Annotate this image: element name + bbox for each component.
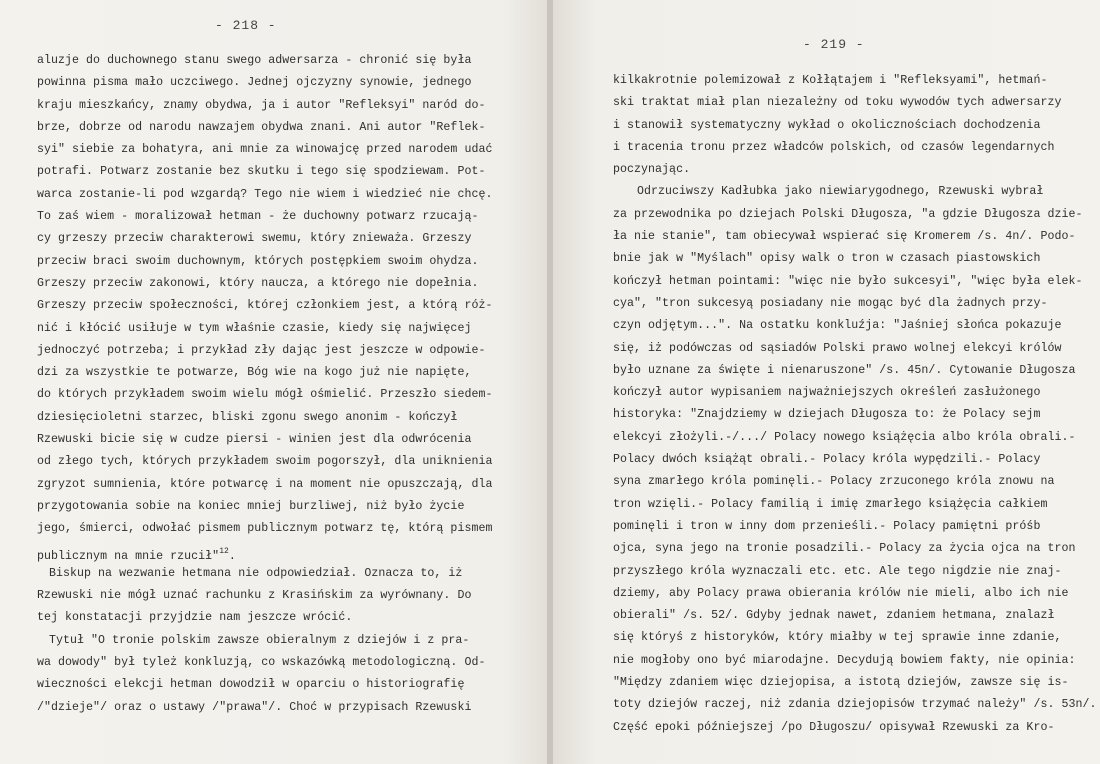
text-line (613, 70, 1073, 92)
text-line (37, 697, 477, 719)
text-line (613, 204, 1083, 226)
footnote-marker: 12 (219, 546, 229, 556)
text-line (37, 630, 477, 652)
text-line (37, 451, 493, 473)
page-number: - 219 - (803, 37, 865, 52)
line-text: potrafi. Potwarz zostanie bez skutku i tego się spodziewam. Pot- (37, 165, 486, 179)
text-line (613, 449, 1073, 471)
line-text: ski traktat miał plan niezależny od toku wywodów tych adwersarzy (613, 96, 1062, 110)
line-text: jednoczyć potrzeba; i przykład zły dając jest jeszcze w odpowie- (37, 343, 486, 357)
text-line (37, 340, 486, 362)
text-line (37, 496, 477, 518)
text-line (613, 226, 1076, 248)
page-right (553, 0, 1100, 764)
line-text: Biskup na wezwanie hetmana nie odpowiedział. Oznacza to, iż (49, 566, 463, 580)
line-text: pominęli i tron w inny dom przenieśli.- Polacy pamiętni próśb (613, 519, 1041, 533)
line-text: przygotowania sobie na koniec mniej burzliwej, niż było życie (37, 499, 465, 513)
text-line (37, 95, 486, 117)
line-text: nić i kłócić usiłuje w tym właśnie czasie, kiedy się najwięcej (37, 321, 472, 335)
line-text: wa dowody" był tyleż konkluzją, co wskazówką metodologiczną. Od- (37, 656, 486, 670)
line-text: toty dziejów raczej, niż zdania dziejopisów trzymać należy" /s. 53n/. (613, 698, 1097, 712)
line-text: się któryś z historyków, który miałby w tej sprawie inne zdanie, (613, 631, 1062, 645)
line-text: historyka: "Znajdziemy w dziejach Długosza to: że Polacy sejm (613, 408, 1041, 422)
line-text: warca zostanie-li pod wzgardą? Tego nie wiem i wiedzieć nie chcę. (37, 187, 493, 201)
line-text: Grzeszy przeciw społeczności, której członkiem jest, a którą róż- (37, 299, 493, 313)
line-text: zgryzot sumnienia, które potwarcę i na moment nie opuszczają, dla (37, 477, 493, 491)
line-text: przeciw braci swoim duchownym, których postępkiem swoim ohydza. (37, 254, 479, 268)
line-text: powinna pisma mało uczciwego. Jednej ojczyzny synowie, jednego (37, 76, 472, 90)
line-text: i tracenia tronu przez władców polskich, od czasów legendarnych (613, 140, 1055, 154)
text-line (37, 652, 486, 674)
text-line (613, 181, 1073, 203)
text-line (613, 92, 1073, 114)
text-line (37, 362, 477, 384)
line-text: Rzewuski bicie się w cudze piersi - winien jest dla odwrócenia (37, 433, 472, 447)
line-text: wieczności elekcji hetman dowodził w oparciu o historiografię (37, 678, 465, 692)
line-text: kończył autor wypisaniem najważniejszych określeń zasłużonego (613, 386, 1041, 400)
line-text: publicznym na mnie rzucił" (37, 549, 220, 563)
line-text: ojca, syna jego na tronie posadzili.- Polacy za życia ojca na tron (613, 542, 1076, 556)
text-line (613, 360, 1076, 382)
text-line (37, 585, 477, 607)
line-text: i stanowił systematyczny wykład o okolicznościach dochodzenia (613, 118, 1041, 132)
text-line (613, 583, 1073, 605)
line-text: było uznane za święte i nienaruszone" /s. 45n/. Cytowanie Długosza (613, 363, 1076, 377)
text-line (37, 228, 477, 250)
text-line (37, 474, 493, 496)
line-text: dzi za wszystkie te potwarze, Bóg wie na kogo już nie napięte, (37, 366, 472, 380)
text-line (613, 672, 1073, 694)
line-text: się, iż podówczas od sąsiadów Polski prawo wolnej elekcyi królów (613, 341, 1062, 355)
text-line (37, 674, 477, 696)
line-text: dziemy, aby Polacy prawa obierania królów nie mieli, albo ich nie (613, 586, 1069, 600)
line-text: ła nie stanie", tam obiecywał wspierać się Kromerem /s. 4n/. Podo- (613, 230, 1076, 244)
text-line (613, 561, 1073, 583)
line-text: jego, śmierci, odwołać pismem publicznym potwarz tę, którą pismem (37, 522, 493, 536)
text-line (37, 429, 477, 451)
line-text: tron wzięli.- Polacy familią i imię zmarłego książęcia całkiem (613, 497, 1048, 511)
text-line (613, 315, 1073, 337)
text-line (613, 293, 1073, 315)
page-left (0, 0, 547, 764)
text-line (613, 404, 1073, 426)
page-text (613, 70, 1097, 739)
line-text: przyszłego króla wyznaczali etc. etc. Ale tego nigdzie nie znaj- (613, 564, 1062, 578)
line-text: poczynając. (613, 163, 691, 177)
text-line (613, 494, 1073, 516)
text-line (37, 161, 486, 183)
line-text: /"dzieje"/ oraz o ustawy /"prawa"/. Choć w przypisach Rzewuski (37, 700, 472, 714)
text-line (613, 605, 1073, 627)
line-text: tej konstatacji przyjdzie nam jeszcze wrócić. (37, 611, 353, 625)
text-line (613, 516, 1073, 538)
text-line (37, 206, 477, 228)
text-line (613, 650, 1076, 672)
page-number: - 218 - (215, 18, 277, 33)
line-text: To zaś wiem - moralizował hetman - że duchowny potwarz rzucają- (37, 210, 479, 224)
line-text: aluzje do duchownego stanu swego adwersarza - chronić się była (37, 54, 472, 67)
line-text: nie mogłoby ono być miarodajne. Decydują bowiem fakty, nie opinia: (613, 653, 1076, 667)
text-line (37, 318, 477, 340)
text-line (37, 273, 477, 295)
text-line (613, 627, 1073, 649)
text-line (37, 563, 477, 585)
line-text: dziesięcioletni starzec, bliski zgonu swego anonim - kończył (37, 410, 458, 424)
line-text: brze, dobrze od narodu nawzajem obydwa znani. Ani autor "Reflek- (37, 120, 486, 134)
text-line (613, 471, 1073, 493)
line-text: elekcyi złożyli.-/.../ Polacy nowego książęcia albo króla obrali.- (613, 430, 1076, 444)
text-line (37, 407, 477, 429)
line-text: obierali" /s. 52/. Gdyby jednak nawet, zdaniem hetmana, znalazł (613, 609, 1055, 623)
text-line (613, 159, 1073, 181)
text-line (613, 694, 1097, 716)
line-text: Grzeszy przeciw zakonowi, który naucza, a którego nie dopełnia. (37, 276, 479, 290)
text-line (613, 248, 1073, 270)
line-text: czyn odjętym...". Na ostatku konkluźja: "Jaśniej słońca pokazuje (613, 319, 1062, 333)
text-line (37, 518, 493, 540)
text-line (613, 271, 1083, 293)
text-line (613, 115, 1073, 137)
page-text (37, 50, 493, 719)
text-line (613, 538, 1076, 560)
line-text: syi" siebie za bohatyra, ani mnie za winowajcę przed narodem udać (37, 143, 493, 157)
line-text: cy grzeszy przeciw charakterowi swemu, który znieważa. Grzeszy (37, 232, 472, 246)
text-line (613, 137, 1073, 159)
line-text: za przewodnika po dziejach Polski Długosza, "a gdzie Długosza dzie- (613, 207, 1083, 221)
line-text: cya", "tron sukcesyą posiadany nie mogąc być dla żadnych przy- (613, 296, 1048, 310)
text-line (37, 50, 477, 72)
text-line (37, 184, 493, 206)
text-line (37, 251, 477, 273)
text-line (37, 139, 493, 161)
text-line (37, 607, 477, 629)
line-text: kraju mieszkańcy, znamy obydwa, ja i autor "Refleksyi" naród do- (37, 98, 486, 112)
line-text: "Między zdaniem więc dziejopisa, a istotą dziejów, zawsze się is- (613, 676, 1069, 690)
text-line (613, 717, 1073, 739)
text-line (37, 541, 477, 563)
text-line (37, 72, 477, 94)
line-text: Polacy dwóch książąt obrali.- Polacy króla wypędzili.- Polacy (613, 453, 1041, 467)
text-line (613, 382, 1073, 404)
line-text: Tytuł "O tronie polskim zawsze obieralnym z dziejów i z pra- (49, 633, 470, 647)
text-line (613, 427, 1076, 449)
line-text: Rzewuski nie mógł uznać rachunku z Krasińskim za wyrównany. Do (37, 589, 472, 603)
line-text-end: . (228, 549, 236, 563)
text-line (37, 384, 493, 406)
text-line (37, 117, 486, 139)
line-text: kilkakrotnie polemizował z Kołłątajem i "Refleksyami", hetmań- (613, 74, 1048, 87)
line-text: syna zmarłego króla pominęli.- Polacy zrzuconego króla znowu na (613, 475, 1055, 489)
text-line (37, 295, 493, 317)
line-text: kończył hetman pointami: "więc nie było sukcesyi", "więc była elek- (613, 274, 1083, 288)
text-line (613, 338, 1073, 360)
line-text: od złego tych, których przykładem swoim pogorszył, dla uniknienia (37, 455, 493, 469)
line-text: bnie jak w "Myślach" opisy walk o tron w czasach piastowskich (613, 252, 1041, 266)
line-text: Odrzuciwszy Kadłubka jako niewiarygodnego, Rzewuski wybrał (637, 185, 1044, 199)
line-text: do których przykładem swoim wielu mógł ośmielić. Przeszło siedem- (37, 388, 493, 402)
line-text: Część epoki późniejszej /po Długoszu/ opisywał Rzewuski za Kro- (613, 720, 1055, 734)
